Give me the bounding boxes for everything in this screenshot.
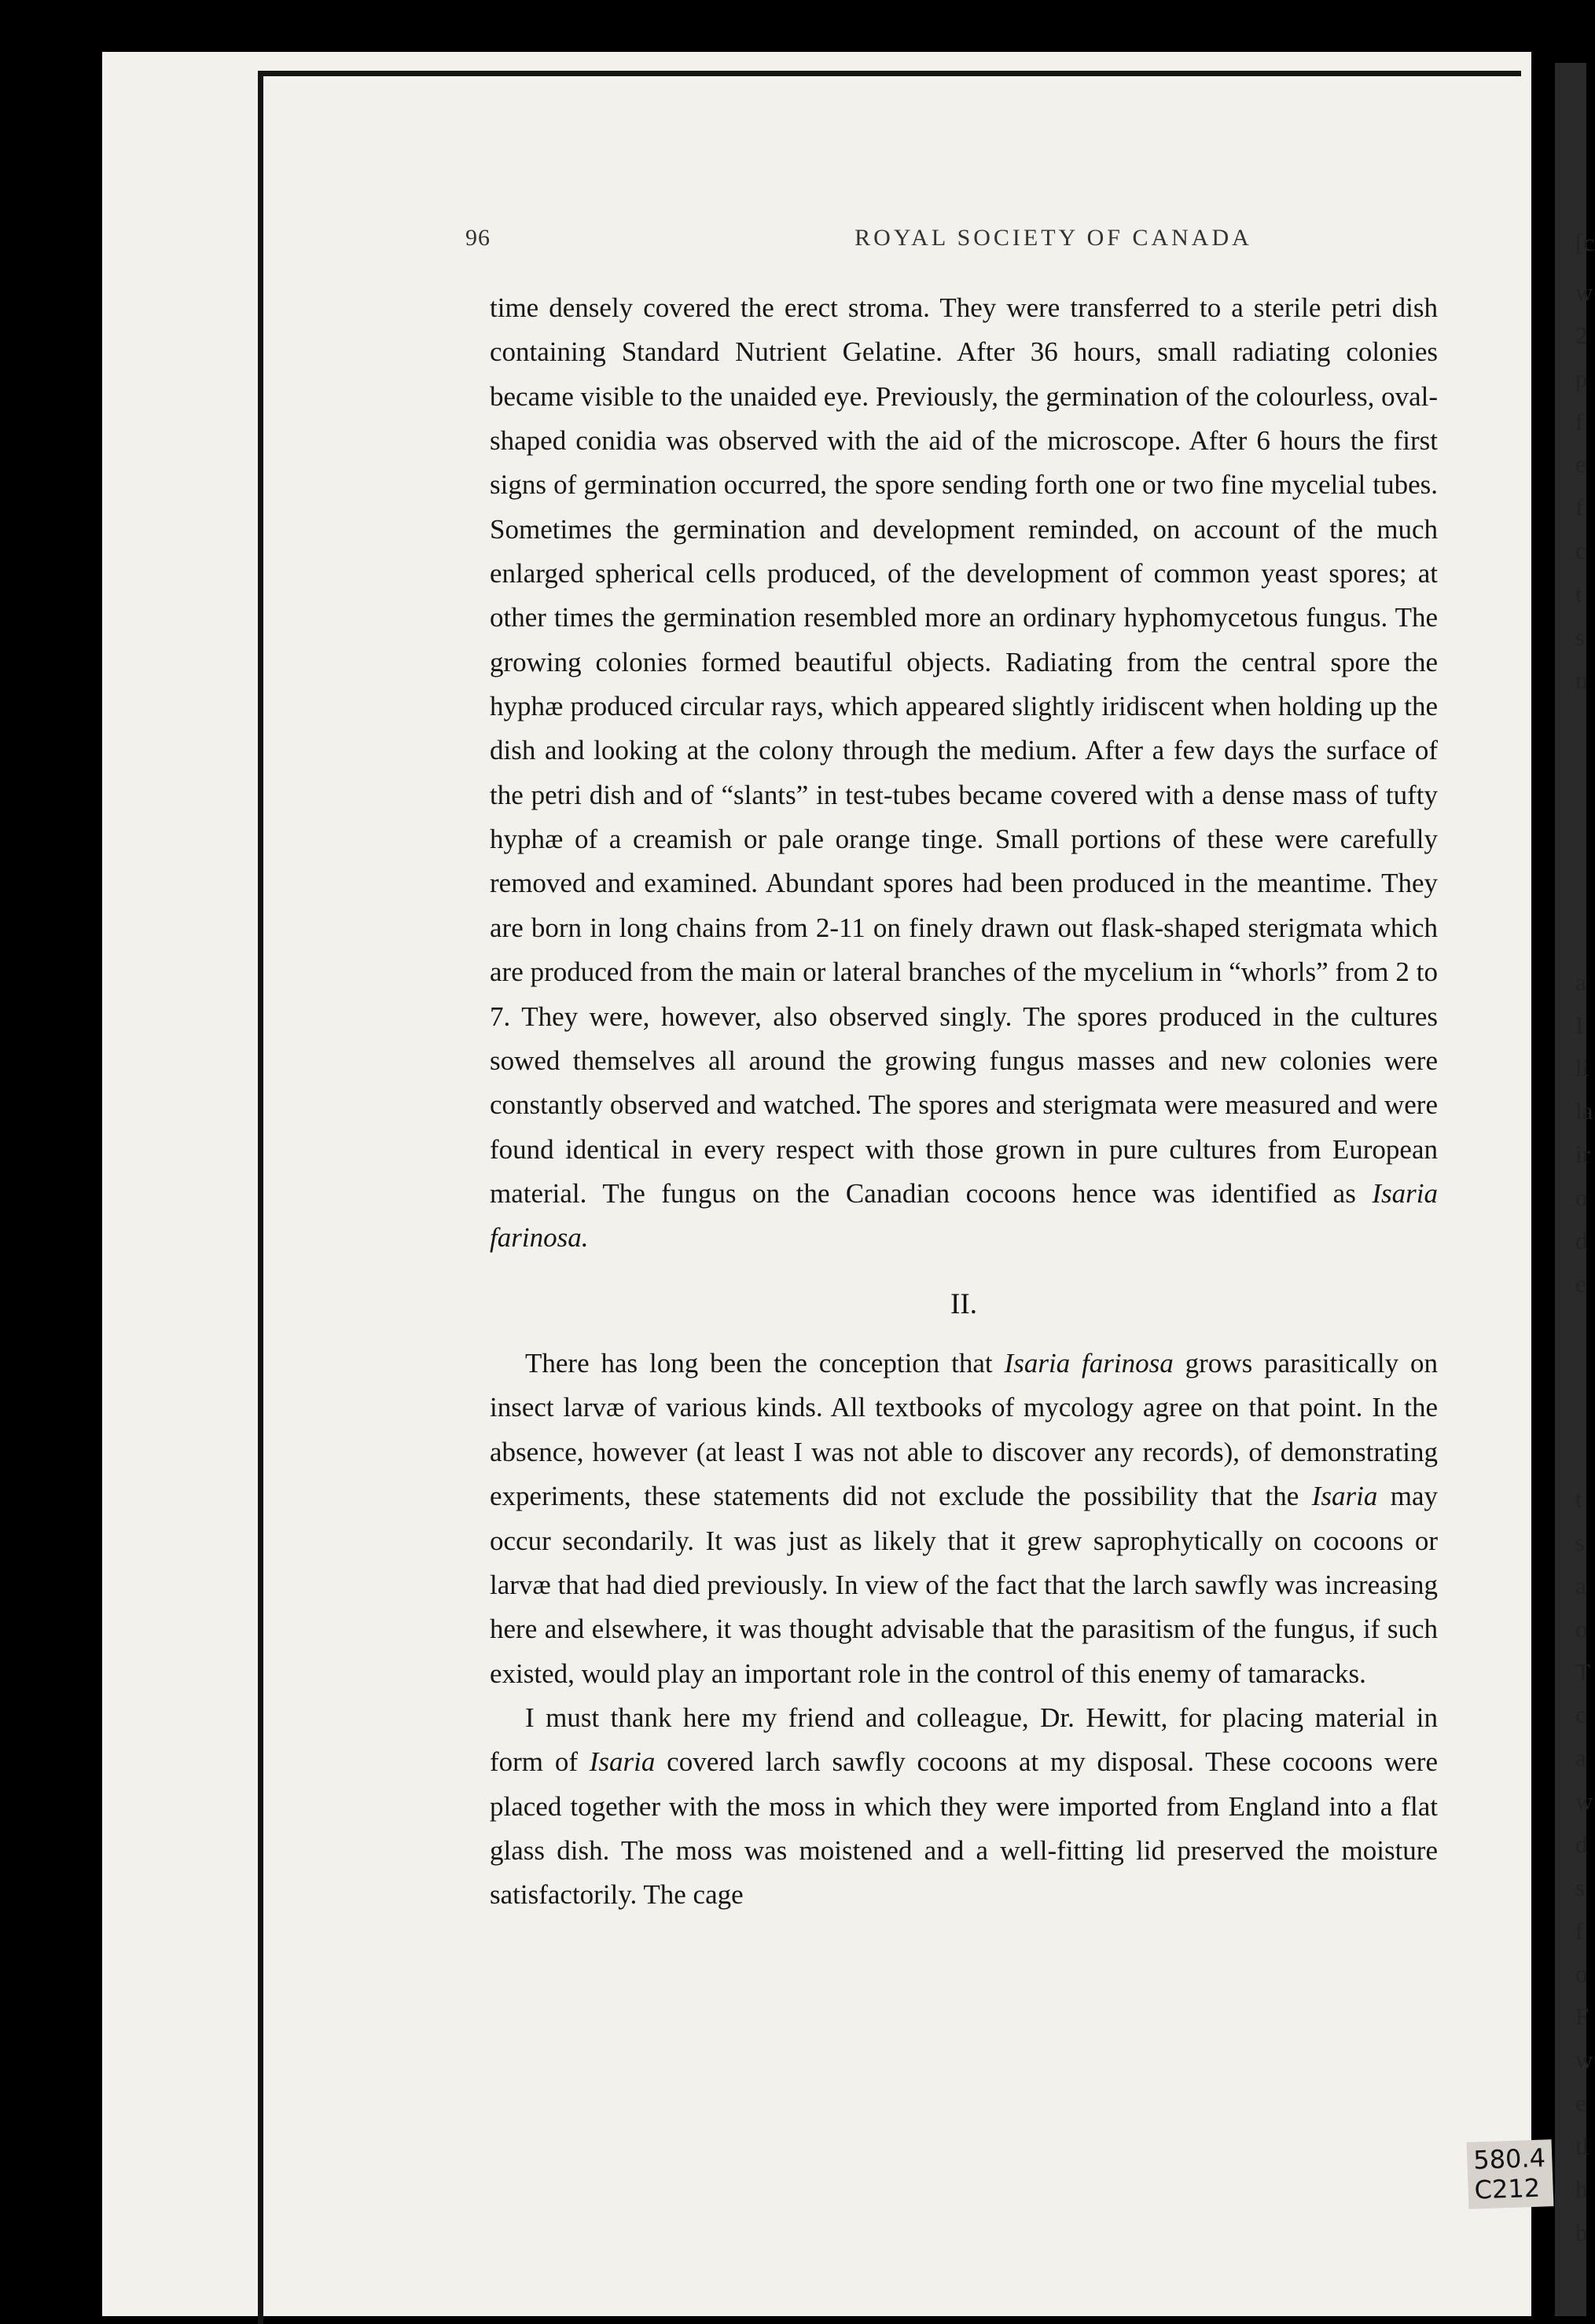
- facing-page-letter: a: [1575, 1571, 1586, 1599]
- facing-page-letter: li: [1575, 1054, 1589, 1082]
- facing-page-letters: [1575, 271, 1595, 2255]
- page-number: 96: [465, 225, 491, 251]
- body-text: [490, 286, 1438, 1918]
- facing-page-letter: [1575, 703, 1595, 746]
- facing-page-letter: la: [1575, 1097, 1593, 1125]
- species-name: Isaria farinosa: [1004, 1348, 1174, 1379]
- facing-page-letter: o: [1575, 1184, 1588, 1212]
- facing-page-letter: a: [1575, 1744, 1586, 1772]
- paragraph-text: may occur secondarily. It was just as likely that it grew saprophytically on cocoons or larvæ that had died previously. In view of the fact that the larch sawfly was increasing here and elsewhere, it was thought advisable that the parasitism of the fungus, if such existed, would play an important role in the control of this enemy of tamaracks.: [490, 1481, 1439, 1689]
- paragraph: [490, 1696, 1438, 1918]
- paragraph: [490, 1342, 1438, 1696]
- facing-page-letter: [1575, 1392, 1595, 1435]
- facing-page-letter: e: [1575, 1269, 1586, 1298]
- facing-page-letter: w: [1575, 2046, 1593, 2074]
- paragraph-text: I must thank here my friend and colleague, Dr. Hewitt, for placing material in form of: [490, 1702, 1438, 1778]
- facing-page-letter: p: [1575, 364, 1588, 392]
- paragraph-text: grows parasitically on insect larvæ of various kinds. All textbooks of mycology agree on that point. In the absence, however (at least I was not able to discover any records), of demonstrating experiments, these statements did not exclude the possibility that the: [490, 1348, 1438, 1512]
- facing-page-letter: h: [1575, 2175, 1588, 2203]
- facing-page-letter: t: [1575, 1485, 1582, 1514]
- facing-page-letter: d: [1575, 1226, 1588, 1254]
- facing-page-letter: w: [1575, 278, 1593, 306]
- facing-page-letter: T: [1575, 1658, 1590, 1686]
- facing-page-letter: [1575, 1435, 1595, 1478]
- facing-page-letter: a: [1575, 967, 1586, 996]
- facing-page-letter: n: [1575, 666, 1588, 694]
- facing-page-letter: s: [1575, 1528, 1586, 1556]
- facing-page-letter: o: [1575, 1959, 1588, 1988]
- facing-page-letter: c: [1575, 537, 1586, 565]
- facing-page-letter: ir: [1575, 1140, 1590, 1169]
- facing-page-letter: [1575, 918, 1595, 961]
- facing-page-letter: t: [1575, 580, 1582, 608]
- facing-page-header: [c: [1575, 229, 1595, 256]
- call-number-line: 580.4: [1472, 2142, 1546, 2175]
- facing-page-letter: f: [1575, 407, 1584, 435]
- facing-page-letter: b: [1575, 2218, 1588, 2246]
- facing-page-letter: o: [1575, 1614, 1588, 1643]
- facing-page-letter: 2: [1575, 321, 1588, 349]
- facing-page-letter: F: [1575, 2003, 1589, 2031]
- species-name: Isaria farinosa.: [490, 1177, 1438, 1254]
- facing-page-letter: [1575, 788, 1595, 832]
- running-title: ROYAL SOCIETY OF CANADA: [854, 225, 1252, 251]
- call-number-line: C212: [1474, 2173, 1541, 2205]
- facing-page-letter: [1575, 832, 1595, 875]
- facing-page-letter: w: [1575, 1787, 1593, 1816]
- facing-page-letter: c: [1575, 1701, 1586, 1729]
- genus-name: Isaria: [1311, 1481, 1378, 1512]
- paragraph-text: covered larch sawfly cocoons at my disposal. These cocoons were placed together with the moss in which they were imported from England into a flat glass dish. The moss was moistened and a well-fitting lid preserved the moisture satisfactorily. The cage: [490, 1746, 1438, 1911]
- call-number-label: [1467, 2139, 1554, 2208]
- paragraph-text: There has long been the conception that: [525, 1348, 993, 1379]
- genus-name: Isaria: [589, 1746, 656, 1778]
- section-heading: II.: [950, 1287, 977, 1320]
- facing-page-letter: tl: [1575, 2131, 1589, 2160]
- facing-page-letter: [1575, 1349, 1595, 1392]
- facing-page-letter: [1575, 745, 1595, 788]
- paragraph: [490, 286, 1438, 1261]
- facing-page-letter: e: [1575, 2089, 1586, 2117]
- facing-page-letter: s: [1575, 622, 1586, 651]
- facing-page-letter: f: [1575, 1916, 1584, 1944]
- facing-page-letter: I: [1575, 1011, 1584, 1039]
- facing-page-letter: f: [1575, 494, 1584, 522]
- facing-page-letter: e: [1575, 450, 1586, 479]
- facing-page-letter: [1575, 1306, 1595, 1349]
- paragraph-text: time densely covered the erect stroma. They were transferred to a sterile petri dish containing Standard Nutrient Gelatine. After 36 hours, small radiating colonies became visible to the unaided eye. Previously, the germination of the colourless, oval-shaped conidia was observed with the aid of the microscope. After 6 hours the first signs of germination occurred, the spore sending forth one or two fine mycelial tubes. Sometimes the germination and development reminded, on account of the much enlarged spherical cells produced, of the development of common yeast spores; at other times the germination resembled more an ordinary hyphomycetous fungus. The growing colonies formed beautiful objects. Radiating from the central spore the hyphæ produced circular rays, which appeared slightly iridiscent when holding up the dish and looking at the colony through the medium. After a few days the surface of the petri dish and of “slants” in test-tubes became covered with a dense mass of tufty hyphæ of a creamish or pale orange tinge. Small portions of these were carefully removed and examined. Abundant spores had been produced in the meantime. They are born in long chains from 2-11 on finely drawn out flask-shaped sterigmata which are produced from the main or lateral branches of the mycelium in “whorls” from 2 to 7. They were, however, also observed singly. The spores produced in the cultures sowed themselves all around the growing fungus masses and new colonies were constantly observed and watched. The spores and sterigmata were measured and were found identical in every respect with those grown in pure cultures from European material. The fungus on the Canadian cocoons hence was identified as: [490, 292, 1438, 1209]
- facing-page-letter: [1575, 875, 1595, 918]
- facing-page-letter: s: [1575, 1873, 1586, 1901]
- facing-page-letter: d: [1575, 1830, 1588, 1858]
